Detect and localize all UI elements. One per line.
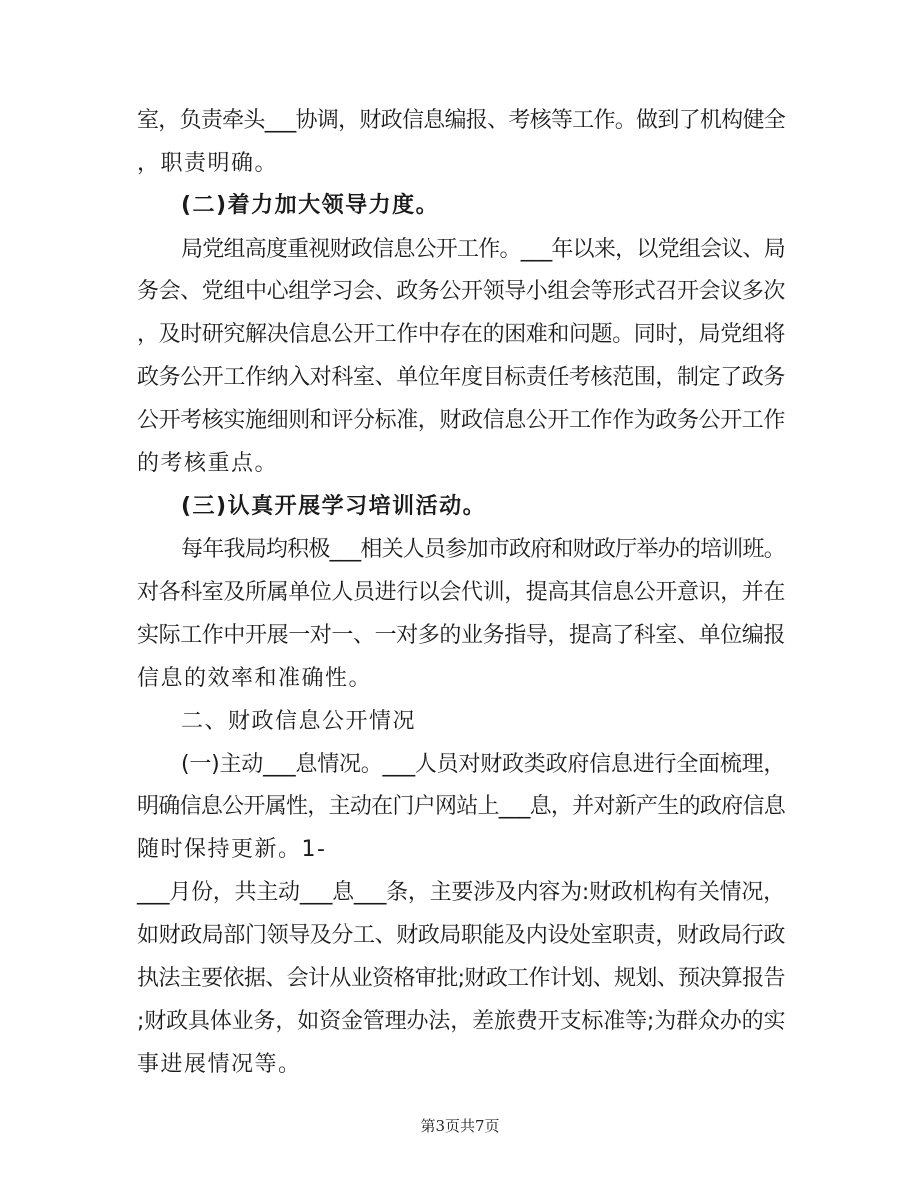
paragraph-line: ___月份，共主动___息___条，主要涉及内容为:财政机构有关情况，: [137, 880, 785, 905]
paragraph-line: 执法主要依据、会计从业资格审批;财政工作计划、规划、预决算报告: [137, 966, 785, 991]
paragraph-line: ，职责明确。: [137, 151, 279, 176]
paragraph-line: 每年我局均积极___相关人员参加市政府和财政厅举办的培训班。: [181, 537, 786, 562]
paragraph-line: 随时保持更新。1-: [137, 837, 327, 862]
section-heading: 二、财政信息公开情况: [181, 709, 417, 734]
paragraph-line: 事进展情况等。: [137, 1052, 302, 1077]
paragraph-line: 的考核重点。: [137, 451, 279, 476]
paragraph-line: 对各科室及所属单位人员进行以会代训，提高其信息公开意识，并在: [137, 580, 786, 605]
paragraph-line: 室，负责牵头___协调，财政信息编报、考核等工作。做到了机构健全: [137, 108, 786, 133]
paragraph-line: 公开考核实施细则和评分标准，财政信息公开工作作为政务公开工作: [137, 408, 786, 433]
paragraph-line: 实际工作中开展一对一、一对多的业务指导，提高了科室、单位编报: [137, 623, 786, 648]
paragraph-line: ;财政具体业务，如资金管理办法，差旅费开支标准等;为群众办的实: [137, 1009, 786, 1034]
subsection-heading: (二)着力加大领导力度。: [181, 193, 440, 218]
paragraph-line: 明确信息公开属性，主动在门户网站上___息，并对新产生的政府信息: [137, 794, 786, 819]
paragraph-line: 信息的效率和准确性。: [137, 666, 373, 691]
paragraph-line: 务会、党组中心组学习会、政务公开领导小组会等形式召开会议多次: [137, 279, 786, 304]
paragraph-line: (一)主动___息情况。___人员对财政类政府信息进行全面梳理，: [181, 752, 786, 777]
paragraph-line: 局党组高度重视财政信息公开工作。___年以来，以党组会议、局: [181, 237, 786, 262]
subsection-heading: (三)认真开展学习培训活动。: [181, 494, 487, 519]
paragraph-line: 政务公开工作纳入对科室、单位年度目标责任考核范围，制定了政务: [137, 365, 786, 390]
paragraph-line: 如财政局部门领导及分工、财政局职能及内设处室职责，财政局行政: [137, 923, 786, 948]
paragraph-line: ，及时研究解决信息公开工作中存在的困难和问题。同时，局党组将: [137, 322, 786, 347]
page-number: 第3页共7页: [420, 1117, 500, 1135]
